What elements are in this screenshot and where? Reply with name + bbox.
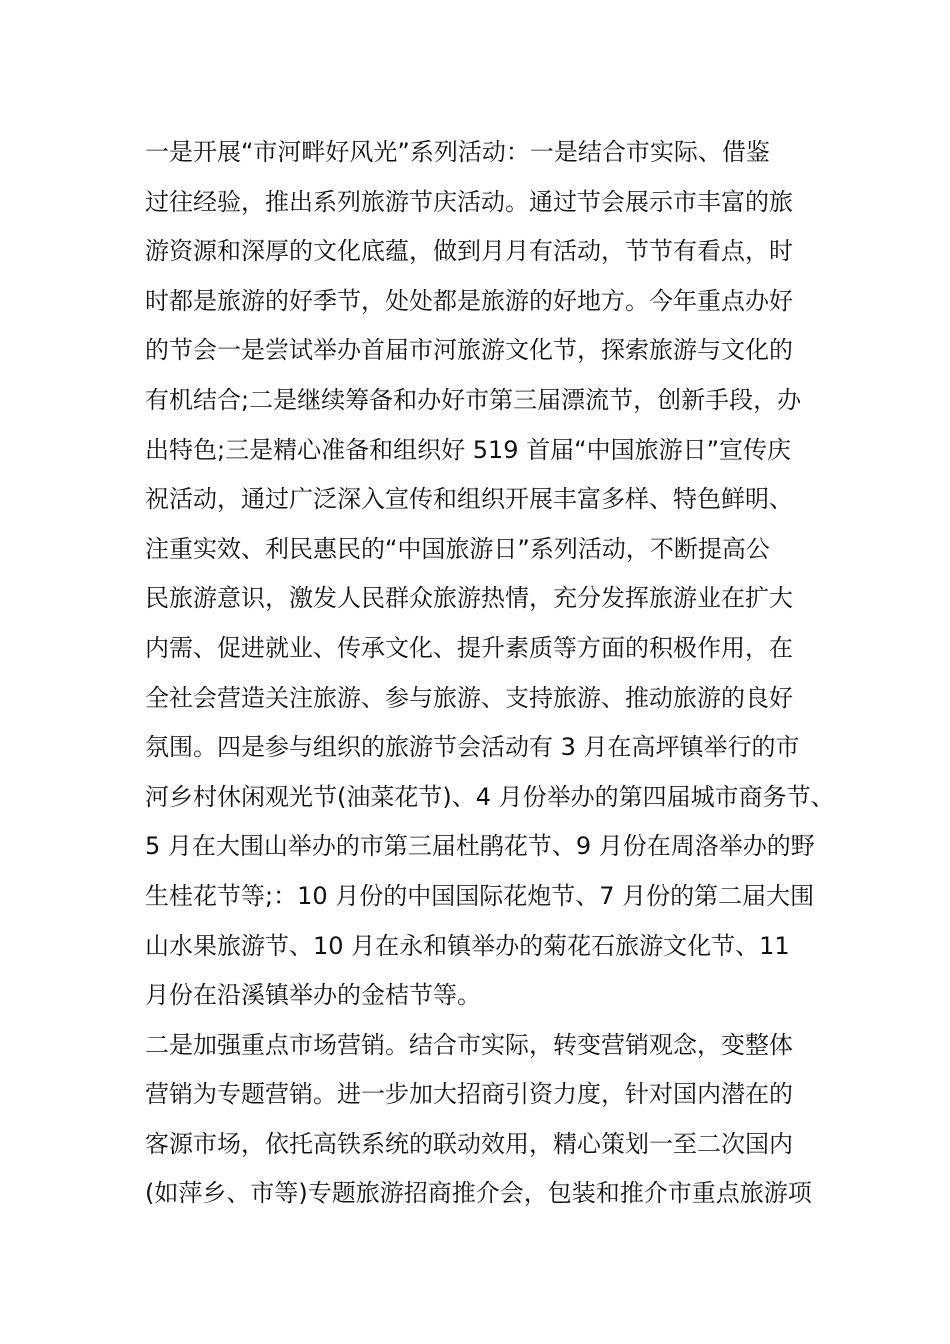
text-line: 的节会一是尝试举办首届市河旅游文化节，探索旅游与文化的 — [145, 336, 793, 365]
body-text — [145, 128, 835, 1219]
text-line: 月份在沿溪镇举办的金桔节等。 — [145, 981, 481, 1010]
text-line: 有机结合;二是继续筹备和办好市第三届漂流节，创新手段，办 — [145, 385, 802, 414]
text-line: 营销为专题营销。进一步加大招商引资力度，针对国内潜在的 — [145, 1080, 793, 1109]
text-line: 注重实效、利民惠民的“中国旅游日”系列活动，不断提高公 — [145, 534, 770, 563]
text-line: 客源市场，依托高铁系统的联动效用，精心策划一至二次国内 — [145, 1129, 793, 1158]
text-line: 出特色;三是精心准备和组织好 519 首届“中国旅游日”宣传庆 — [145, 435, 792, 464]
text-line: 祝活动，通过广泛深入宣传和组织开展丰富多样、特色鲜明、 — [145, 485, 793, 514]
text-line: 游资源和深厚的文化底蕴，做到月月有活动，节节有看点，时 — [145, 237, 793, 266]
text-line: 时都是旅游的好季节，处处都是旅游的好地方。今年重点办好 — [145, 286, 793, 315]
text-line: 河乡村休闲观光节(油菜花节)、4 月份举办的第四届城市商务节、 — [145, 782, 835, 811]
text-line: 氛围。四是参与组织的旅游节会活动有 3 月在高坪镇举行的市 — [145, 733, 800, 762]
text-line: 一是开展“市河畔好风光”系列活动：一是结合市实际、借鉴 — [145, 138, 770, 166]
text-line: (如萍乡、市等)专题旅游招商推介会，包装和推介市重点旅游项 — [145, 1179, 812, 1208]
text-line: 5 月在大围山举办的市第三届杜鹃花节、9 月份在周洛举办的野 — [145, 832, 815, 861]
text-line: 二是加强重点市场营销。结合市实际，转变营销观念，变整体 — [145, 1030, 793, 1059]
text-line: 生桂花节等;：10 月份的中国国际花炮节、7 月份的第二届大围 — [145, 881, 815, 910]
text-line: 山水果旅游节、10 月在永和镇举办的菊花石旅游文化节、11 — [145, 931, 790, 960]
text-line: 过往经验，推出系列旅游节庆活动。通过节会展示市丰富的旅 — [145, 187, 793, 216]
text-line: 民旅游意识，激发人民群众旅游热情，充分发挥旅游业在扩大 — [145, 584, 793, 613]
text-line: 全社会营造关注旅游、参与旅游、支持旅游、推动旅游的良好 — [145, 683, 793, 712]
text-line: 内需、促进就业、传承文化、提升素质等方面的积极作用，在 — [145, 633, 793, 662]
